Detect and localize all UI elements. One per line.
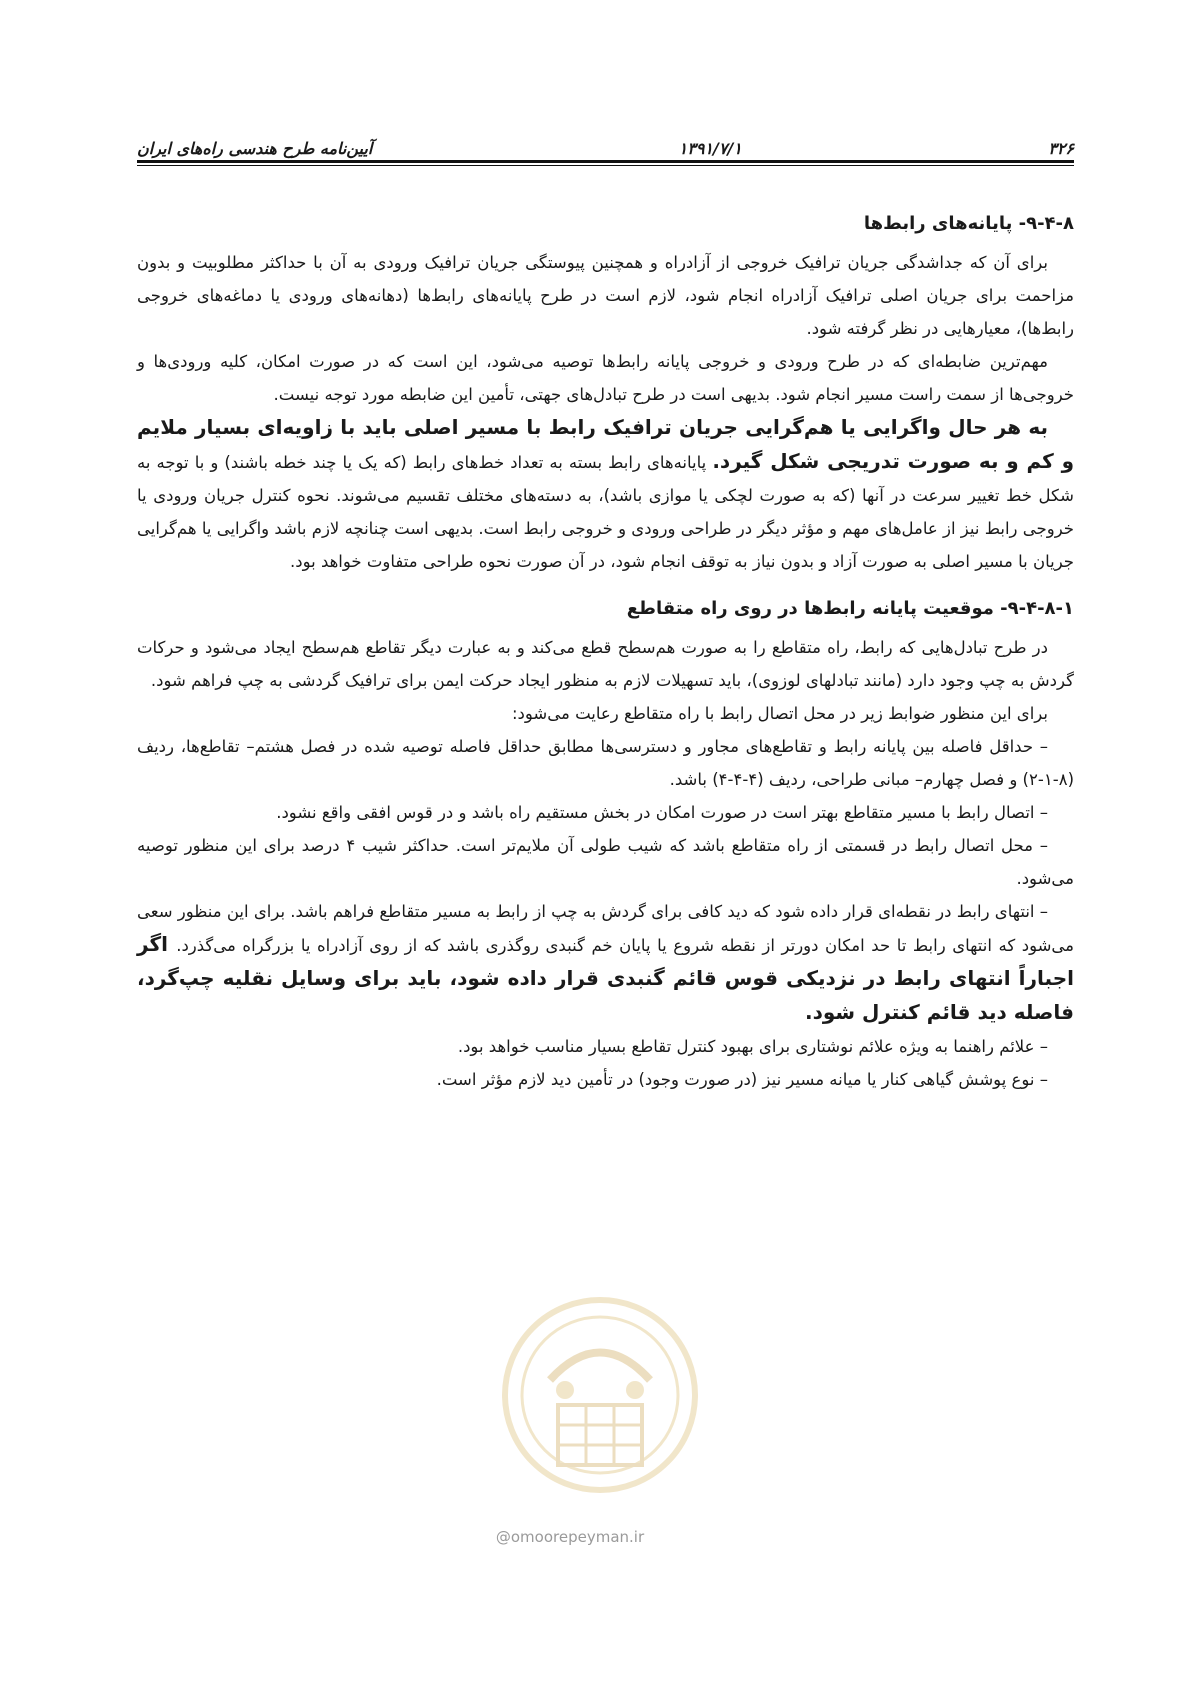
- running-header: [137, 128, 1074, 158]
- emphasis-text: به هر حال واگرایی یا هم‌گرایی جریان ترافیک رابط با مسیر اصلی باید با زاویه‌ای بسیار ملایم و کم و به صورت تدریجی شکل گیرد.: [137, 415, 1075, 473]
- paragraph: برای این منظور ضوابط زیر در محل اتصال رابط با راه متقاطع رعایت می‌شود:: [511, 704, 1048, 723]
- list-item-text: – انتهای رابط در نقطه‌ای قرار داده شود که دید کافی برای گردش به چپ از رابط به مسیر متقاطع فراهم باشد. برای این منظور سعی می‌شود که انتهای رابط تا حد امکان دورتر از نقطه شروع یا پایان خم گنبدی روگذری باشد که از روی آزادراه یا بزرگراه می‌گذرد.: [137, 902, 1075, 955]
- paragraph: [137, 411, 1074, 578]
- list-item: – نوع پوشش گیاهی کنار یا میانه مسیر نیز (در صورت وجود) در تأمین دید لازم مؤثر است.: [436, 1070, 1048, 1089]
- header-date: ۱۳۹۱/۷/۱: [678, 139, 742, 158]
- paragraph: مهم‌ترین ضابطه‌ای که در طرح ورودی و خروجی پایانه رابط‌ها توصیه می‌شود، این است که در صورت امکان، کلیه ورودی‌ها و خروجی‌ها از سمت راست مسیر انجام شود. بدیهی است در طرح تبادل‌های جهتی، تأمین این ضابطه مورد توجه نیست.: [137, 352, 1074, 404]
- emphasis-text: اگر اجباراً انتهای رابط در نزدیکی قوس قائم گنبدی قرار داده شود، باید برای وسایل نقلیه چپ‌گرد، فاصله دید قائم کنترل شود.: [137, 932, 1074, 1024]
- list-item: – اتصال رابط با مسیر متقاطع بهتر است در صورت امکان در بخش مستقیم راه باشد و در قوس افقی واقع نشود.: [276, 803, 1048, 822]
- subsection-heading: ۹-۴-۸-۱- موقعیت پایانه رابط‌ها در روی راه متقاطع: [626, 598, 1074, 619]
- list-item: – حداقل فاصله بین پایانه رابط و تقاطع‌های مجاور و دسترسی‌ها مطابق حداقل فاصله توصیه شده در فصل هشتم– تقاطع‌ها، ردیف (۸-۱-۲) و فصل چهارم– مبانی طراحی، ردیف (۴-۴-۴) باشد.: [137, 737, 1074, 789]
- paragraph: برای آن که جداشدگی جریان ترافیک خروجی از آزادراه و همچنین پیوستگی جریان ترافیک ورودی به آن با حداکثر مطلوبیت و بدون مزاحمت برای جریان اصلی ترافیک آزادراه انجام شود، لازم است در طرح پایانه‌های رابط‌ها (دهانه‌های ورودی یا دماغه‌های خروجی رابط‌ها)، معیارهایی در نظر گرفته شود.: [137, 253, 1074, 338]
- watermark-site: @omoorepeyman.ir: [495, 1528, 645, 1546]
- header-rule-thin: [137, 165, 1074, 166]
- list-item: – محل اتصال رابط در قسمتی از راه متقاطع باشد که شیب طولی آن ملایم‌تر است. حداکثر شیب ۴ درصد برای این منظور توصیه می‌شود.: [137, 836, 1074, 888]
- list-item: – علائم راهنما به ویژه علائم نوشتاری برای بهبود کنترل تقاطع بسیار مناسب خواهد بود.: [457, 1037, 1048, 1056]
- book-title: آیین‌نامه طرح هندسی راه‌های ایران: [137, 139, 373, 158]
- body-text: [137, 195, 1074, 1096]
- header-rule-thick: [137, 160, 1074, 163]
- section-heading: ۹-۴-۸- پایانه‌های رابط‌ها: [863, 213, 1074, 234]
- paragraph: در طرح تبادل‌هایی که رابط، راه متقاطع را به صورت هم‌سطح قطع می‌کند و به عبارت دیگر تقاطع هم‌سطح ایجاد می‌شود و حرکات گردش به چپ وجود دارد (مانند تبادلهای لوزوی)، باید تسهیلات لازم به منظور ایجاد حرکت ایمن برای ترافیک گردشی به چپ فراهم شود.: [137, 638, 1074, 690]
- page-number: ۳۲۶: [1048, 139, 1074, 158]
- paragraph-text: پایانه‌های رابط بسته به تعداد خط‌های رابط (که یک یا چند خطه باشند) و با توجه به شکل خط تغییر سرعت در آنها (که به صورت لچکی یا موازی باشد)، به دسته‌های مختلف تقسیم می‌شوند. نحوه کنترل جریان ورودی یا خروجی رابط نیز از عامل‌های مهم و مؤثر دیگر در طراحی ورودی و خروجی رابط است. بدیهی است چنانچه لازم باشد واگرایی یا هم‌گرایی جریان با مسیر اصلی به صورت آزاد و بدون نیاز به توقف انجام شود، در آن صورت نحوه طراحی متفاوت خواهد بود.: [137, 453, 1074, 571]
- watermark-logo: [490, 1285, 710, 1515]
- list-item: [137, 895, 1074, 1030]
